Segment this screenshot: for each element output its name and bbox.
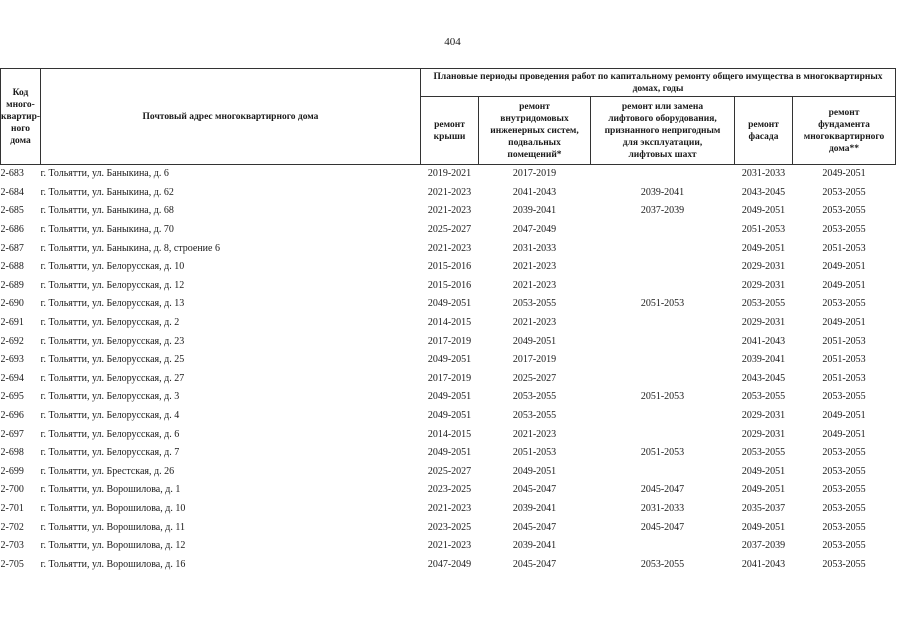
table-row [1,258,896,277]
row-elevator [591,314,735,333]
row-facade: 2049-2051 [741,521,786,533]
table-row [1,239,896,258]
row-foundation: 2051-2053 [822,242,866,254]
row-foundation: 2053-2055 [822,186,866,198]
row-code: 2-695 [0,391,24,403]
row-engineering: 2045-2047 [512,558,557,570]
row-engineering: 2031-2033 [512,242,557,254]
row-foundation: 2049-2051 [822,428,866,440]
row-roof: 2014-2015 [427,428,472,440]
row-address: г. Тольятти, ул. Белорусская, д. 6 [40,428,180,440]
row-engineering: 2017-2019 [512,168,557,180]
row-code: 2-683 [0,168,24,180]
row-engineering: 2021-2023 [512,428,557,440]
table-row [1,370,896,389]
row-roof: 2019-2021 [427,168,472,180]
row-roof: 2021-2023 [427,502,472,514]
row-foundation: 2049-2051 [822,410,866,422]
row-engineering: 2049-2051 [512,465,557,477]
row-address: г. Тольятти, ул. Белорусская, д. 4 [40,410,180,422]
row-roof: 2025-2027 [427,224,472,236]
row-facade: 2049-2051 [741,484,786,496]
table-body [1,165,896,575]
row-elevator: 2031-2033 [640,502,685,514]
row-roof: 2023-2025 [427,484,472,496]
row-code: 2-697 [0,428,24,440]
row-facade: 2053-2055 [741,298,786,310]
row-code: 2-702 [0,521,24,533]
row-engineering: 2053-2055 [512,391,557,403]
row-roof: 2014-2015 [427,317,472,329]
row-facade: 2051-2053 [741,224,786,236]
row-elevator: 2037-2039 [640,205,685,217]
table-row [1,277,896,296]
header-roof: ремонт крыши [421,97,479,165]
table-row [1,221,896,240]
table-row [1,295,896,314]
row-roof: 2049-2051 [427,410,472,422]
table-row [1,407,896,426]
row-facade: 2039-2041 [741,354,786,366]
table-row [1,388,896,407]
row-roof: 2049-2051 [427,354,472,366]
row-foundation: 2053-2055 [822,205,866,217]
row-address: г. Тольятти, ул. Баныкина, д. 70 [40,224,174,236]
row-address: г. Тольятти, ул. Ворошилова, д. 1 [40,484,181,496]
row-foundation: 2049-2051 [822,317,866,329]
table-row [1,500,896,519]
table-row [1,202,896,221]
row-elevator [591,463,735,482]
row-elevator: 2051-2053 [640,298,685,310]
row-address: г. Тольятти, ул. Белорусская, д. 23 [40,335,185,347]
row-elevator [591,407,735,426]
row-elevator [591,332,735,351]
table-row [1,184,896,203]
row-address: г. Тольятти, ул. Баныкина, д. 68 [40,205,174,217]
row-code: 2-685 [0,205,24,217]
row-roof: 2015-2016 [427,279,472,291]
table-row [1,481,896,500]
table-row [1,555,896,574]
row-elevator [591,221,735,240]
row-roof: 2023-2025 [427,521,472,533]
row-roof: 2049-2051 [427,298,472,310]
row-foundation: 2049-2051 [822,261,866,273]
row-foundation: 2053-2055 [822,465,866,477]
row-address: г. Тольятти, ул. Белорусская, д. 13 [40,298,185,310]
row-facade: 2049-2051 [741,465,786,477]
row-code: 2-701 [0,502,24,514]
row-address: г. Тольятти, ул. Ворошилова, д. 12 [40,540,186,552]
row-engineering: 2053-2055 [512,410,557,422]
row-elevator: 2039-2041 [640,186,685,198]
table-row [1,518,896,537]
row-roof: 2047-2049 [427,558,472,570]
row-roof: 2049-2051 [427,391,472,403]
row-engineering: 2045-2047 [512,521,557,533]
row-elevator [591,165,735,184]
row-engineering: 2047-2049 [512,224,557,236]
page-number: 404 [444,36,461,48]
row-elevator [591,258,735,277]
row-foundation: 2051-2053 [822,335,866,347]
row-roof: 2025-2027 [427,465,472,477]
table-row [1,351,896,370]
row-foundation: 2053-2055 [822,447,866,459]
row-roof: 2021-2023 [427,186,472,198]
table-row [1,463,896,482]
row-code: 2-691 [0,317,24,329]
row-facade: 2029-2031 [741,279,786,291]
row-engineering: 2045-2047 [512,484,557,496]
table-row [1,537,896,556]
row-elevator [591,370,735,389]
table-row [1,332,896,351]
row-facade: 2049-2051 [741,205,786,217]
row-code: 2-705 [0,558,24,570]
row-facade: 2041-2043 [741,558,786,570]
row-elevator [591,239,735,258]
row-facade: 2029-2031 [741,317,786,329]
row-code: 2-693 [0,354,24,366]
table-row [1,444,896,463]
row-roof: 2049-2051 [427,447,472,459]
row-code: 2-688 [0,261,24,273]
row-elevator [591,351,735,370]
row-address: г. Тольятти, ул. Белорусская, д. 27 [40,372,185,384]
row-address: г. Тольятти, ул. Белорусская, д. 12 [40,279,185,291]
row-facade: 2037-2039 [741,540,786,552]
row-elevator: 2045-2047 [640,521,685,533]
header-engineering: ремонт внутридомовых инженерных систем, подвальных помещений* [479,97,591,165]
row-elevator [591,537,735,556]
header-address: Почтовый адрес многоквартирного дома [41,69,421,165]
row-elevator: 2051-2053 [640,391,685,403]
row-foundation: 2053-2055 [822,540,866,552]
row-facade: 2029-2031 [741,428,786,440]
table-row [1,314,896,333]
row-address: г. Тольятти, ул. Белорусская, д. 3 [40,391,180,403]
row-facade: 2035-2037 [741,502,786,514]
row-foundation: 2053-2055 [822,521,866,533]
table-row [1,425,896,444]
row-code: 2-703 [0,540,24,552]
row-engineering: 2021-2023 [512,317,557,329]
row-roof: 2017-2019 [427,372,472,384]
row-facade: 2043-2045 [741,186,786,198]
row-facade: 2031-2033 [741,168,786,180]
row-code: 2-687 [0,242,24,254]
row-engineering: 2025-2027 [512,372,557,384]
row-address: г. Тольятти, ул. Ворошилова, д. 16 [40,558,186,570]
row-roof: 2017-2019 [427,335,472,347]
row-roof: 2015-2016 [427,261,472,273]
repair-schedule-table [0,68,896,574]
row-foundation: 2053-2055 [822,298,866,310]
row-engineering: 2041-2043 [512,186,557,198]
row-facade: 2049-2051 [741,242,786,254]
header-facade: ремонт фасада [735,97,793,165]
row-code: 2-686 [0,224,24,236]
row-foundation: 2053-2055 [822,558,866,570]
table-row [1,165,896,184]
row-foundation: 2053-2055 [822,224,866,236]
row-facade: 2053-2055 [741,391,786,403]
row-elevator [591,425,735,444]
row-foundation: 2049-2051 [822,168,866,180]
row-facade: 2029-2031 [741,261,786,273]
row-engineering: 2051-2053 [512,447,557,459]
row-address: г. Тольятти, ул. Баныкина, д. 8, строение 6 [40,242,220,254]
row-address: г. Тольятти, ул. Белорусская, д. 7 [40,447,180,459]
row-code: 2-694 [0,372,24,384]
row-engineering: 2039-2041 [512,205,557,217]
row-engineering: 2039-2041 [512,502,557,514]
row-foundation: 2053-2055 [822,484,866,496]
row-engineering: 2021-2023 [512,279,557,291]
row-code: 2-690 [0,298,24,310]
row-foundation: 2051-2053 [822,354,866,366]
row-address: г. Тольятти, ул. Брестская, д. 26 [40,465,175,477]
row-engineering: 2021-2023 [512,261,557,273]
row-facade: 2041-2043 [741,335,786,347]
row-foundation: 2053-2055 [822,391,866,403]
row-address: г. Тольятти, ул. Баныкина, д. 6 [40,168,169,180]
row-foundation: 2049-2051 [822,279,866,291]
row-code: 2-689 [0,279,24,291]
row-address: г. Тольятти, ул. Белорусская, д. 2 [40,317,180,329]
row-elevator [591,277,735,296]
row-facade: 2053-2055 [741,447,786,459]
row-address: г. Тольятти, ул. Ворошилова, д. 10 [40,502,186,514]
row-roof: 2021-2023 [427,540,472,552]
row-elevator: 2045-2047 [640,484,685,496]
header-elevator: ремонт или замена лифтового оборудования, признанного непригодным для эксплуатации, лифтовых шахт [591,97,735,165]
row-engineering: 2049-2051 [512,335,557,347]
row-address: г. Тольятти, ул. Белорусская, д. 10 [40,261,185,273]
row-address: г. Тольятти, ул. Ворошилова, д. 11 [40,521,185,533]
row-facade: 2029-2031 [741,410,786,422]
row-engineering: 2053-2055 [512,298,557,310]
header-foundation: ремонт фундамента многоквартирного дома** [793,97,896,165]
row-code: 2-700 [0,484,24,496]
row-engineering: 2039-2041 [512,540,557,552]
header-code: Код много- квартир- ного дома [1,69,41,165]
row-address: г. Тольятти, ул. Белорусская, д. 25 [40,354,185,366]
row-code: 2-692 [0,335,24,347]
row-foundation: 2053-2055 [822,502,866,514]
row-foundation: 2051-2053 [822,372,866,384]
row-elevator: 2053-2055 [640,558,685,570]
row-roof: 2021-2023 [427,205,472,217]
row-code: 2-698 [0,447,24,459]
row-code: 2-696 [0,410,24,422]
row-facade: 2043-2045 [741,372,786,384]
row-code: 2-684 [0,186,24,198]
row-address: г. Тольятти, ул. Баныкина, д. 62 [40,186,174,198]
row-roof: 2021-2023 [427,242,472,254]
row-elevator: 2051-2053 [640,447,685,459]
row-engineering: 2017-2019 [512,354,557,366]
row-code: 2-699 [0,465,24,477]
header-work-periods: Плановые периоды проведения работ по капитальному ремонту общего имущества в многоквартирных домах, годы [421,69,896,97]
